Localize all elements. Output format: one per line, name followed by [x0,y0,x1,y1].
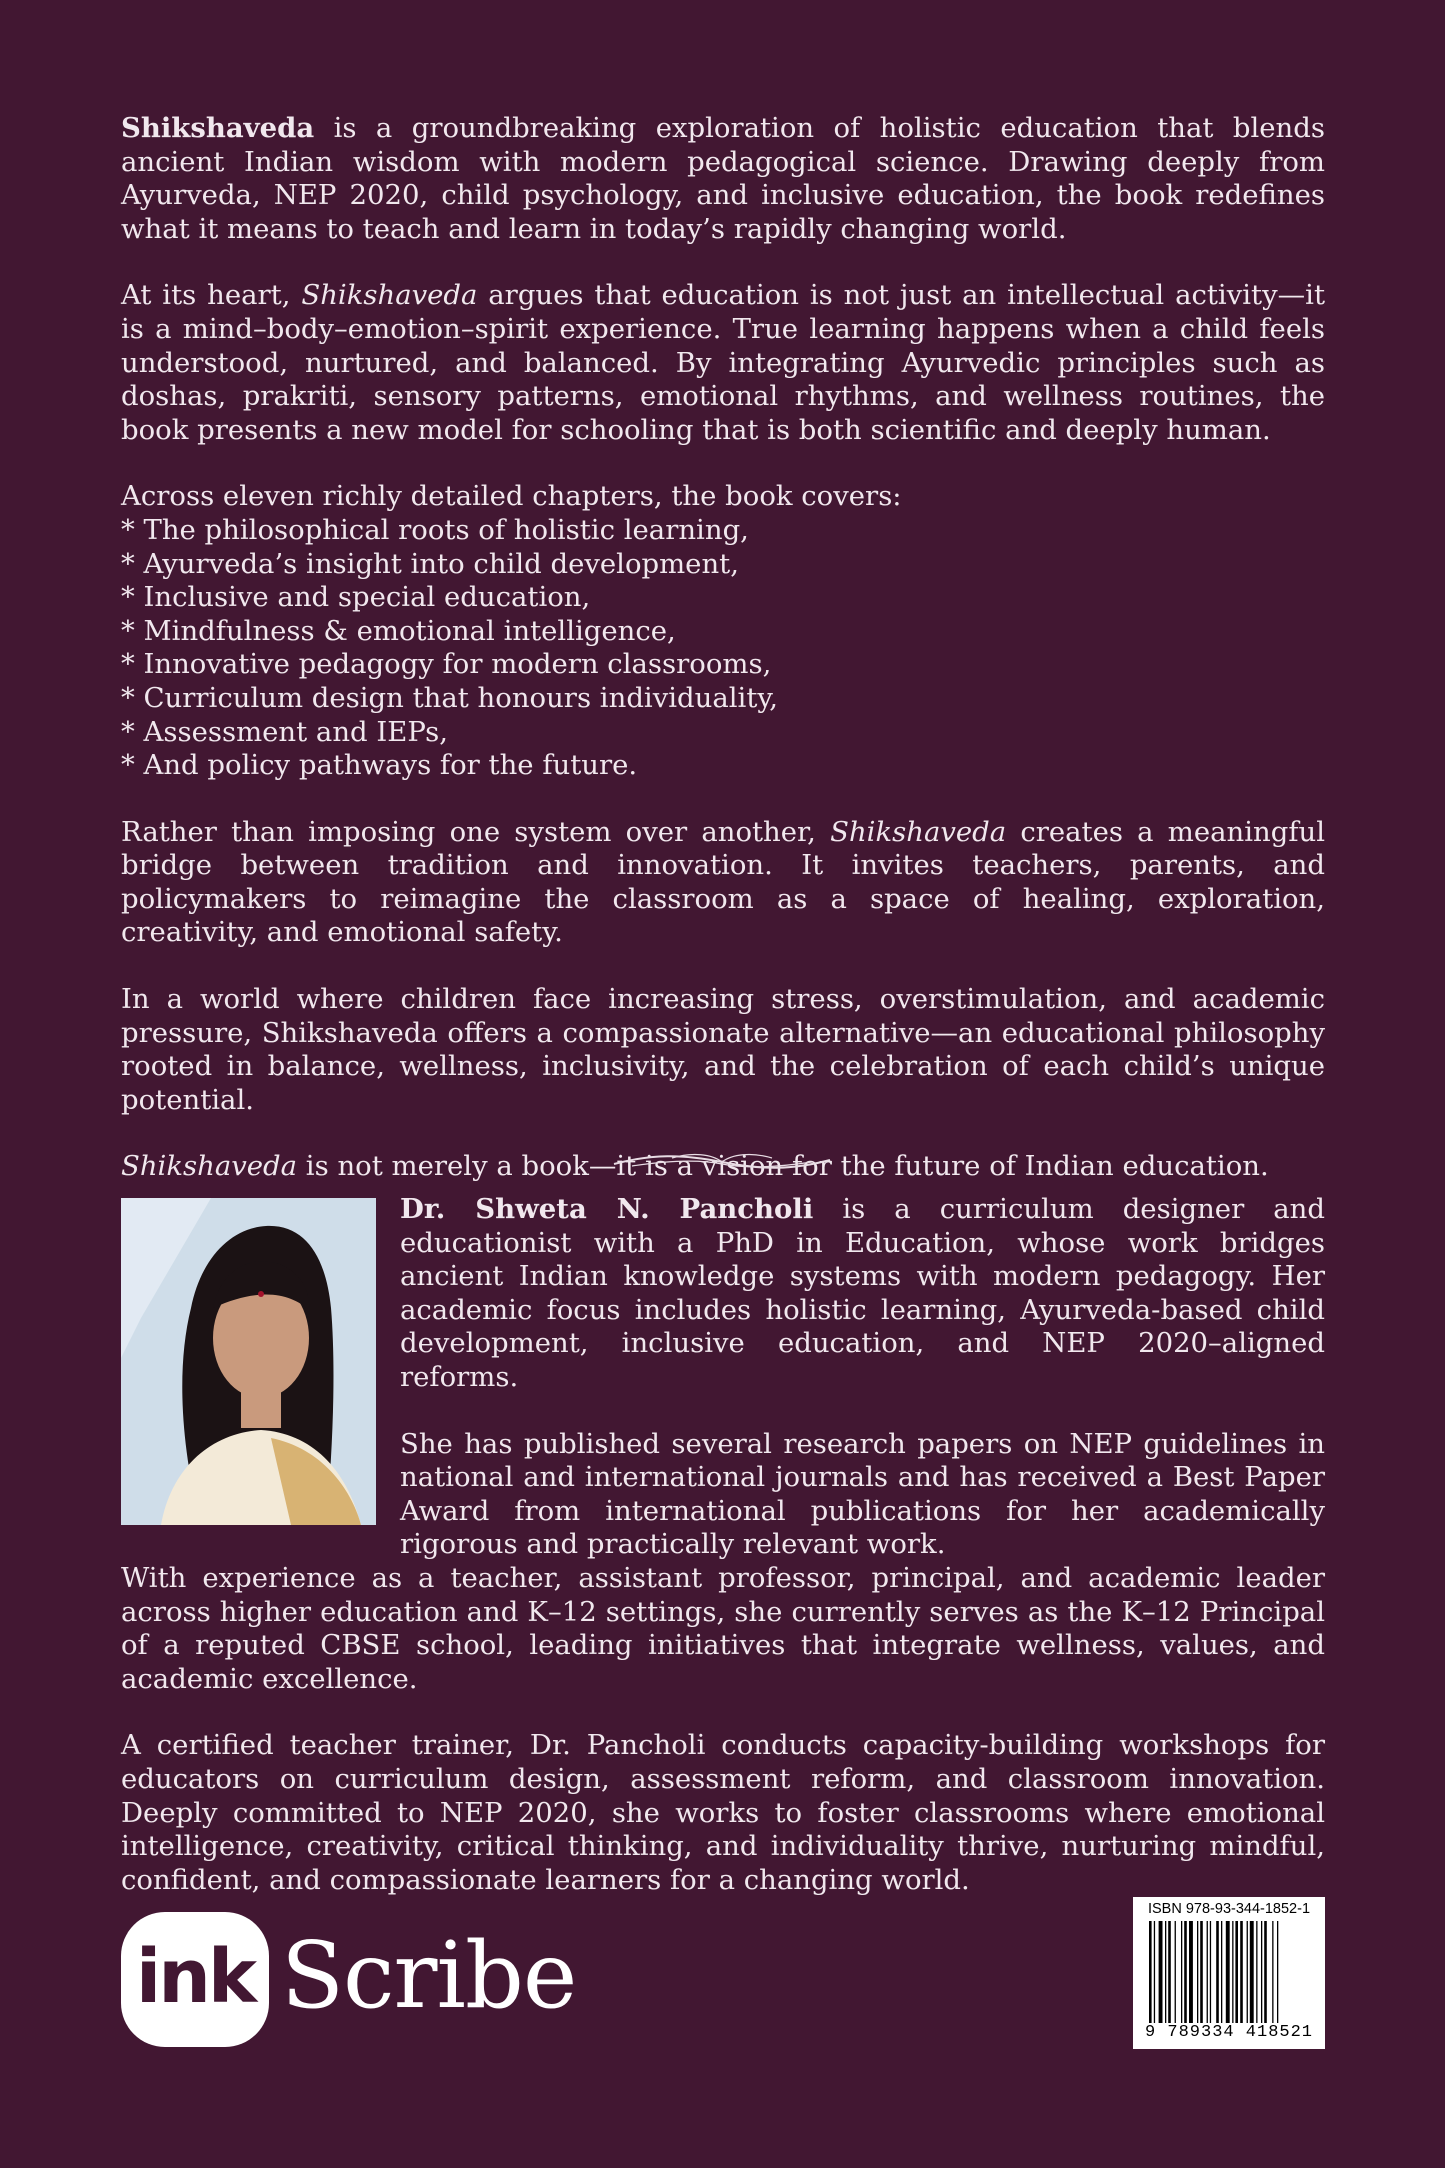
ornamental-divider [612,1150,832,1174]
author-bio-2: She has published several research papers on NEP guidelines in national and international journals and has received a Best Paper Award from international publications for her academically rigorous and practically relevant work. [400,1427,1325,1561]
book-title-italic: Shikshaveda [121,1150,298,1183]
book-title-bold: Shikshaveda [121,112,315,144]
blurb-paragraph-5: In a world where children face increasing stress, overstimulation, and academic pressure, Shikshaveda offers a compassionate alternative—an educational philosophy rooted in balance, wellness, inclusivity, and the celebration of each child’s unique potential. [121,983,1325,1116]
publisher-logo [121,1912,577,2047]
logo-mark-text: ink [135,1934,255,2020]
book-title-italic: Shikshaveda [830,815,1007,848]
blurb-text: is not merely a book—it is a vision for the future of Indian education. [297,1150,1269,1183]
blurb-paragraph-2 [121,279,1325,447]
author-bio-rest [121,1562,1325,1897]
author-photo [121,1198,376,1525]
chapters-intro: Across eleven richly detailed chapters, the book covers: [121,480,902,513]
list-item: * The philosophical roots of holistic learning, [121,513,749,546]
barcode-digits: 9 789334 418521 [1144,2023,1314,2042]
list-item: * Innovative pedagogy for modern classrooms, [121,648,772,681]
author-bio-4: A certified teacher trainer, Dr. Pancholi conducts capacity-building workshops for educators on curriculum design, assessment reform, and classroom innovation. Deeply committed to NEP 2020, she works to foster classrooms where emotional intelligence, creativity, critical thinking, and individuality thrive, nurturing mindful, confident, and compassionate learners for a changing world. [121,1729,1325,1896]
author-name: Dr. Shweta N. Pancholi [400,1193,814,1225]
blurb-text: At its heart, [121,279,302,312]
bio-text: is a curriculum designer and educationist with a PhD in Education, whose work bridges ancient Indian knowledge systems with modern pedagogy. Her academic focus includes holistic learning, Ayurveda-based child development, inclusive education, and NEP 2020–aligned reforms. [400,1193,1325,1393]
blurb-paragraph-4 [121,816,1325,950]
blurb-paragraph-1 [121,112,1325,246]
back-cover-blurb [121,112,1325,1184]
list-item: * Assessment and IEPs, [121,715,448,748]
book-title-italic: Shikshaveda [301,279,478,312]
blurb-text: Rather than imposing one system over another, [121,815,831,848]
author-bio-3: With experience as a teacher, assistant professor, principal, and academic leader across higher education and K–12 settings, she currently serves as the K–12 Principal of a reputed CBSE school, leading initiatives that integrate wellness, values, and academic excellence. [121,1562,1325,1695]
ink-logo-mark [121,1912,269,2047]
list-item: * Mindfulness & emotional intelligence, [121,614,676,647]
isbn-barcode [1133,1897,1325,2049]
blurb-text: creates a meaningful bridge between tradition and innovation. It invites teachers, parents, and policymakers to reimagine the classroom as a space of healing, exploration, creativity, and emotional safety. [121,815,1326,949]
chapter-list [121,514,1325,783]
list-item: * And policy pathways for the future. [121,749,638,782]
blurb-text: argues that education is not just an intellectual activity—it is a mind–body–emotion–spirit experience. True learning happens when a child feels understood, nurtured, and balanced. By integrating Ayurvedic principles such as doshas, prakriti, sensory patterns, emotional rhythms, and wellness routines, the book presents a new model for schooling that is both scientific and deeply human. [121,279,1325,446]
isbn-label: ISBN 978-93-344-1852-1 [1147,1901,1311,1917]
author-bio-top [400,1193,1325,1562]
barcode-bars [1147,1921,1315,2023]
author-bio-1 [400,1193,1325,1395]
publisher-name: Scribe [281,1922,577,2029]
list-item: * Curriculum design that honours individuality, [121,681,779,714]
list-item: * Ayurveda’s insight into child development, [121,547,739,580]
blurb-text: is a groundbreaking exploration of holistic education that blends ancient Indian wisdom with modern pedagogical science. Drawing deeply from Ayurveda, NEP 2020, child psychology, and inclusive education, the book redefines what it means to teach and learn in today’s rapidly changing world. [121,112,1325,245]
list-item: * Inclusive and special education, [121,581,591,614]
